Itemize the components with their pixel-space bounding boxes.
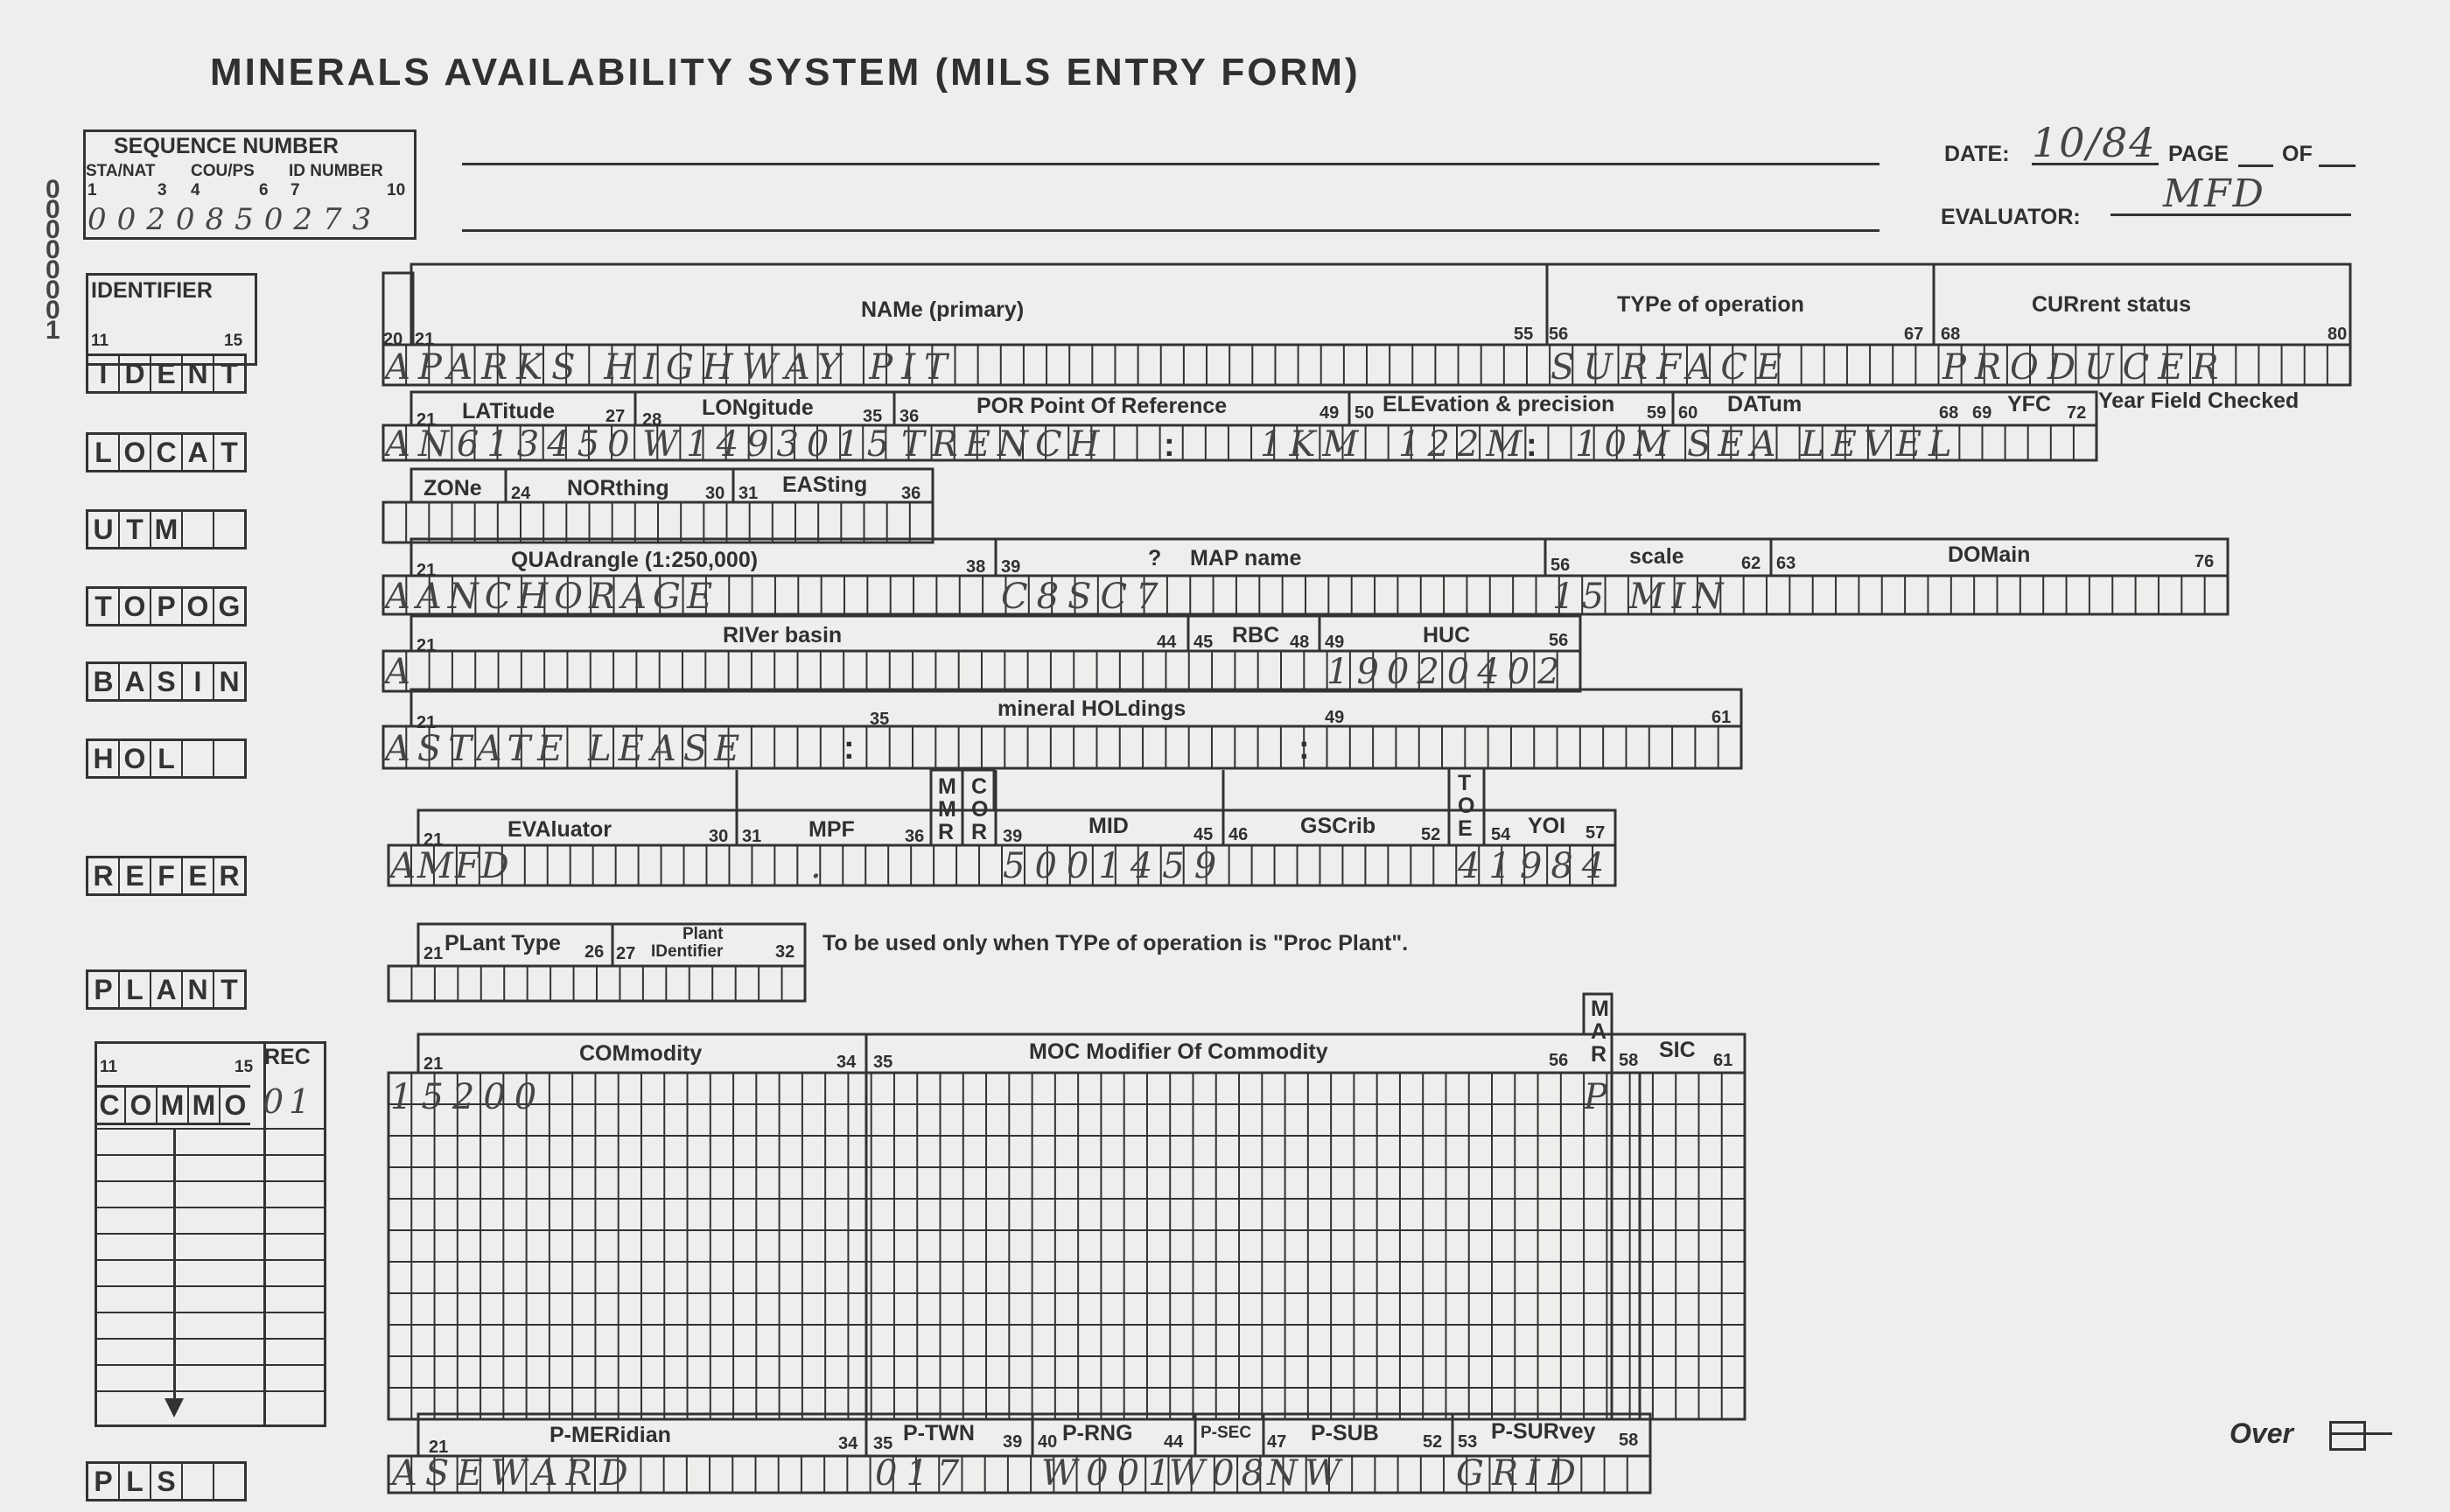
- field-plant-type-label: PLant Type: [444, 931, 561, 956]
- col-num: 63: [1776, 554, 1796, 573]
- col-num: 32: [775, 942, 795, 962]
- checkbox-icon[interactable]: [2329, 1421, 2366, 1451]
- evaluator-value[interactable]: MFD: [2110, 175, 2351, 216]
- colon-mark: :: [844, 730, 855, 766]
- over-label: Over: [2230, 1418, 2293, 1449]
- ident-rec-value[interactable]: A: [385, 347, 419, 388]
- col-num: 30: [705, 484, 725, 503]
- col-num: 31: [742, 827, 762, 846]
- col-num: 40: [1038, 1432, 1058, 1452]
- field-scale-label: scale: [1629, 544, 1684, 569]
- refer-eval-value[interactable]: AMFD: [390, 846, 511, 886]
- col-num: 54: [1491, 825, 1511, 844]
- field-yoi-label: YOI: [1528, 814, 1566, 838]
- col-num: 27: [606, 407, 626, 426]
- hol-holdings-value[interactable]: ASTATE LEASE: [385, 729, 747, 769]
- plant-key[interactable]: P L A N T: [86, 970, 247, 1010]
- col-num: 27: [616, 944, 636, 963]
- col-num: 48: [1290, 633, 1310, 652]
- locat-prec-value[interactable]: 10M: [1575, 424, 1676, 465]
- col-num: 11: [100, 1058, 118, 1076]
- topog-map-value[interactable]: C8SC7: [1001, 577, 1167, 617]
- pls-sec-value[interactable]: W08: [1169, 1453, 1271, 1494]
- col-num: 44: [1164, 1432, 1184, 1452]
- col-num: 61: [1712, 708, 1732, 727]
- locat-lat-value[interactable]: AN613450: [385, 424, 638, 465]
- col-num: 26: [584, 942, 605, 962]
- col-num: 21: [424, 830, 444, 850]
- sequence-number-value[interactable]: 0020850273: [88, 202, 382, 237]
- field-mar-label: MAR: [1591, 997, 1609, 1067]
- col-num: 67: [1904, 325, 1924, 344]
- refer-key[interactable]: R E F E R: [86, 856, 247, 896]
- col-num: 21: [429, 1438, 449, 1457]
- page-label: PAGE: [2168, 142, 2229, 166]
- col-num: 1: [88, 181, 97, 200]
- col-num: 60: [1678, 403, 1698, 423]
- field-map-label: MAP name: [1190, 546, 1302, 570]
- plant-note: To be used only when TYPe of operation is "Proc Plant".: [822, 931, 1409, 956]
- down-arrow-icon: [173, 1129, 176, 1407]
- field-quad-label: QUAdrangle (1:250,000): [511, 548, 759, 572]
- field-yfc-label: YFC: [2007, 392, 2051, 416]
- col-num: 52: [1423, 1432, 1443, 1452]
- commo-mar-value[interactable]: P: [1584, 1077, 1616, 1117]
- locat-datum-value[interactable]: SEA LEVEL: [1687, 424, 1959, 465]
- col-num: 72: [2067, 403, 2087, 423]
- field-commodity-label: COMmodity: [579, 1041, 703, 1066]
- col-num: 56: [1549, 1051, 1569, 1070]
- id-number-label: ID NUMBER: [289, 162, 383, 180]
- blank-line-1: [462, 163, 1880, 165]
- pls-rng-value[interactable]: W001: [1041, 1453, 1180, 1494]
- col-num: 21: [424, 1054, 444, 1074]
- col-num: 59: [1647, 403, 1667, 423]
- col-num: 39: [1003, 827, 1023, 846]
- basin-rec-value[interactable]: A: [385, 652, 419, 692]
- rec-label: REC: [264, 1045, 311, 1069]
- col-num: 49: [1325, 633, 1345, 652]
- basin-huc-value[interactable]: 19020402: [1326, 652, 1568, 692]
- col-num: 31: [738, 484, 759, 503]
- col-num: 39: [1003, 1432, 1023, 1452]
- field-zone-label: ZONe: [424, 476, 482, 500]
- field-type-label: TYPe of operation: [1617, 292, 1804, 317]
- col-num: 49: [1320, 403, 1340, 423]
- field-gscrib-label: GSCrib: [1300, 814, 1376, 838]
- col-num: 58: [1619, 1051, 1639, 1070]
- field-elev-label: ELEvation & precision: [1382, 392, 1615, 416]
- col-num: 58: [1619, 1431, 1639, 1450]
- col-num: 45: [1194, 633, 1214, 652]
- field-northing-label: NORthing: [567, 476, 669, 500]
- identifier-label: IDENTIFIER: [91, 278, 213, 303]
- col-num: 35: [863, 407, 883, 426]
- pls-key[interactable]: P L S: [86, 1461, 247, 1502]
- header-box: [411, 392, 2096, 425]
- col-num: 21: [416, 713, 437, 732]
- locat-km-value[interactable]: 1KM: [1260, 424, 1366, 465]
- utm-key[interactable]: U T M: [86, 509, 247, 550]
- refer-mid-value[interactable]: 5001459: [1003, 846, 1227, 886]
- ident-type-value[interactable]: SURFACE: [1550, 347, 1791, 388]
- col-num: 61: [1713, 1051, 1733, 1070]
- blank-line-2: [462, 229, 1880, 232]
- col-num: 6: [259, 181, 269, 200]
- col-num: 76: [2194, 552, 2215, 571]
- refer-yoi-value[interactable]: 41984: [1458, 846, 1614, 886]
- sequence-number-label: SEQUENCE NUMBER: [114, 134, 339, 158]
- col-num: 39: [1001, 557, 1021, 577]
- field-lon-label: LONgitude: [702, 396, 814, 420]
- field-eval-label: EVAluator: [508, 817, 612, 842]
- col-num: 46: [1228, 825, 1249, 844]
- page-field[interactable]: [2238, 140, 2273, 167]
- col-num: 68: [1939, 403, 1959, 423]
- basin-key[interactable]: B A S I N: [86, 662, 247, 702]
- col-num: 10: [387, 181, 406, 200]
- col-num: 38: [966, 557, 986, 577]
- field-datum-label: DATum: [1727, 392, 1802, 416]
- col-num: 30: [709, 827, 729, 846]
- pls-meridian-value[interactable]: ASEWARD: [392, 1453, 636, 1494]
- col-num: 15: [234, 1058, 254, 1076]
- field-holdings-label: mineral HOLdings: [998, 696, 1186, 721]
- field-river-label: RIVer basin: [723, 623, 843, 648]
- commo-commodity-value[interactable]: 15200: [390, 1077, 546, 1117]
- col-num: 57: [1586, 823, 1606, 843]
- over-mark: [2329, 1432, 2392, 1435]
- col-num: 15: [224, 332, 243, 350]
- col-num: 36: [901, 484, 921, 503]
- yfc-note-label: Year Field Checked: [2098, 388, 2300, 413]
- col-num: 53: [1458, 1432, 1478, 1452]
- col-num: 68: [1941, 325, 1961, 344]
- margin-code: 00000001: [46, 175, 60, 345]
- field-name-label: NAMe (primary): [861, 298, 1025, 322]
- col-num: 69: [1972, 403, 1992, 423]
- field-rbc-label: RBC: [1232, 623, 1280, 648]
- locat-elev-value[interactable]: 122M: [1398, 424, 1530, 465]
- col-num: 20: [383, 330, 403, 349]
- col-num: 21: [416, 410, 437, 430]
- field-rng-label: P-RNG: [1062, 1421, 1133, 1446]
- refer-mpf-value[interactable]: .: [810, 846, 830, 886]
- commo-key[interactable]: C O M M O: [94, 1085, 250, 1125]
- col-num: 56: [1549, 325, 1569, 344]
- col-num: 80: [2328, 325, 2348, 344]
- field-mmr-label: MMR: [938, 774, 956, 844]
- col-num: 11: [91, 332, 109, 350]
- field-domain-label: DOMain: [1948, 542, 2031, 567]
- colon-mark: :: [1526, 427, 1537, 464]
- col-num: 62: [1741, 554, 1761, 573]
- ident-name-value[interactable]: PARKS HIGHWAY PIT: [418, 347, 956, 388]
- col-num: 21: [416, 561, 437, 580]
- ident-key[interactable]: I D E N T: [86, 354, 247, 394]
- col-num: 21: [416, 636, 437, 655]
- col-num: 35: [870, 710, 890, 729]
- col-num: 50: [1354, 403, 1375, 423]
- cou-ps-label: COU/PS: [191, 162, 255, 180]
- field-plant-word-label: Plant: [682, 925, 724, 943]
- of-label: OF: [2282, 142, 2313, 166]
- map-question-mark: ?: [1148, 546, 1162, 570]
- field-plant-ident-label: IDentifier: [651, 942, 724, 961]
- col-num: 3: [158, 181, 167, 200]
- colon-mark: :: [1164, 427, 1175, 464]
- col-num: 35: [873, 1053, 893, 1072]
- field-sub-label: P-SUB: [1311, 1421, 1379, 1446]
- col-num: 56: [1550, 556, 1571, 575]
- field-cor-label: COR: [971, 774, 989, 844]
- col-num: 24: [511, 484, 531, 503]
- arrow-head-icon: [164, 1398, 184, 1418]
- col-num: 35: [873, 1434, 893, 1453]
- col-num: 49: [1325, 708, 1345, 727]
- col-num: 21: [424, 944, 444, 963]
- field-toe-label: TOE: [1458, 771, 1475, 841]
- field-meridian-label: P-MERidian: [550, 1423, 671, 1447]
- locat-por-value[interactable]: TRENCH: [901, 424, 1107, 465]
- field-twn-label: P-TWN: [903, 1421, 975, 1446]
- col-num: 21: [415, 330, 435, 349]
- field-moc-label: MOC Modifier Of Commodity: [1029, 1040, 1328, 1064]
- topog-key[interactable]: T O P O G: [86, 586, 247, 626]
- field-huc-label: HUC: [1423, 623, 1471, 648]
- pls-sub-value[interactable]: NW: [1267, 1453, 1348, 1494]
- col-num: 44: [1157, 633, 1177, 652]
- evaluator-label: EVALUATOR:: [1941, 205, 2081, 229]
- form-title: MINERALS AVAILABILITY SYSTEM (MILS ENTRY FORM): [210, 51, 1361, 94]
- locat-key[interactable]: L O C A T: [86, 432, 247, 472]
- pls-survey-value[interactable]: GRID: [1456, 1453, 1584, 1494]
- field-lat-label: LATitude: [462, 399, 556, 424]
- col-num: 4: [191, 181, 200, 200]
- commo-grid: [388, 1073, 1745, 1419]
- sta-nat-label: STA/NAT: [86, 162, 156, 180]
- col-num: 47: [1267, 1432, 1287, 1452]
- locat-lon-value[interactable]: W1493015: [642, 424, 898, 465]
- field-mpf-label: MPF: [808, 817, 855, 842]
- col-num: 36: [900, 407, 920, 426]
- pls-twn-value[interactable]: 017: [875, 1453, 969, 1494]
- colon-mark: :: [1298, 730, 1310, 766]
- commo-rec-value[interactable]: 01: [262, 1082, 316, 1121]
- col-num: 7: [290, 181, 300, 200]
- ident-status-value[interactable]: PRODUCER: [1942, 347, 2228, 388]
- col-num: 56: [1549, 631, 1569, 650]
- field-easting-label: EASting: [782, 472, 868, 497]
- col-num: 45: [1194, 825, 1214, 844]
- date-value[interactable]: 10/84: [2032, 122, 2159, 165]
- topog-scale-value[interactable]: 15 MIN: [1552, 577, 1731, 617]
- header-box: [411, 616, 1580, 651]
- of-field[interactable]: [2319, 140, 2356, 167]
- field-survey-label: P-SURvey: [1491, 1419, 1596, 1444]
- field-sec-label: P-SEC: [1200, 1424, 1252, 1442]
- col-num: 36: [905, 827, 925, 846]
- field-status-label: CURrent status: [2032, 292, 2191, 317]
- col-num: 34: [836, 1053, 857, 1072]
- col-num: 34: [838, 1434, 858, 1453]
- hol-key[interactable]: H O L: [86, 738, 247, 779]
- date-label: DATE:: [1944, 142, 2010, 166]
- field-por-label: POR Point Of Reference: [976, 394, 1228, 418]
- field-mid-label: MID: [1088, 814, 1129, 838]
- field-sic-label: SIC: [1659, 1038, 1696, 1062]
- col-num: 28: [642, 410, 662, 430]
- topog-quad-value[interactable]: AANCHORAGE: [385, 577, 719, 617]
- col-num: 55: [1514, 325, 1534, 344]
- col-num: 52: [1421, 825, 1441, 844]
